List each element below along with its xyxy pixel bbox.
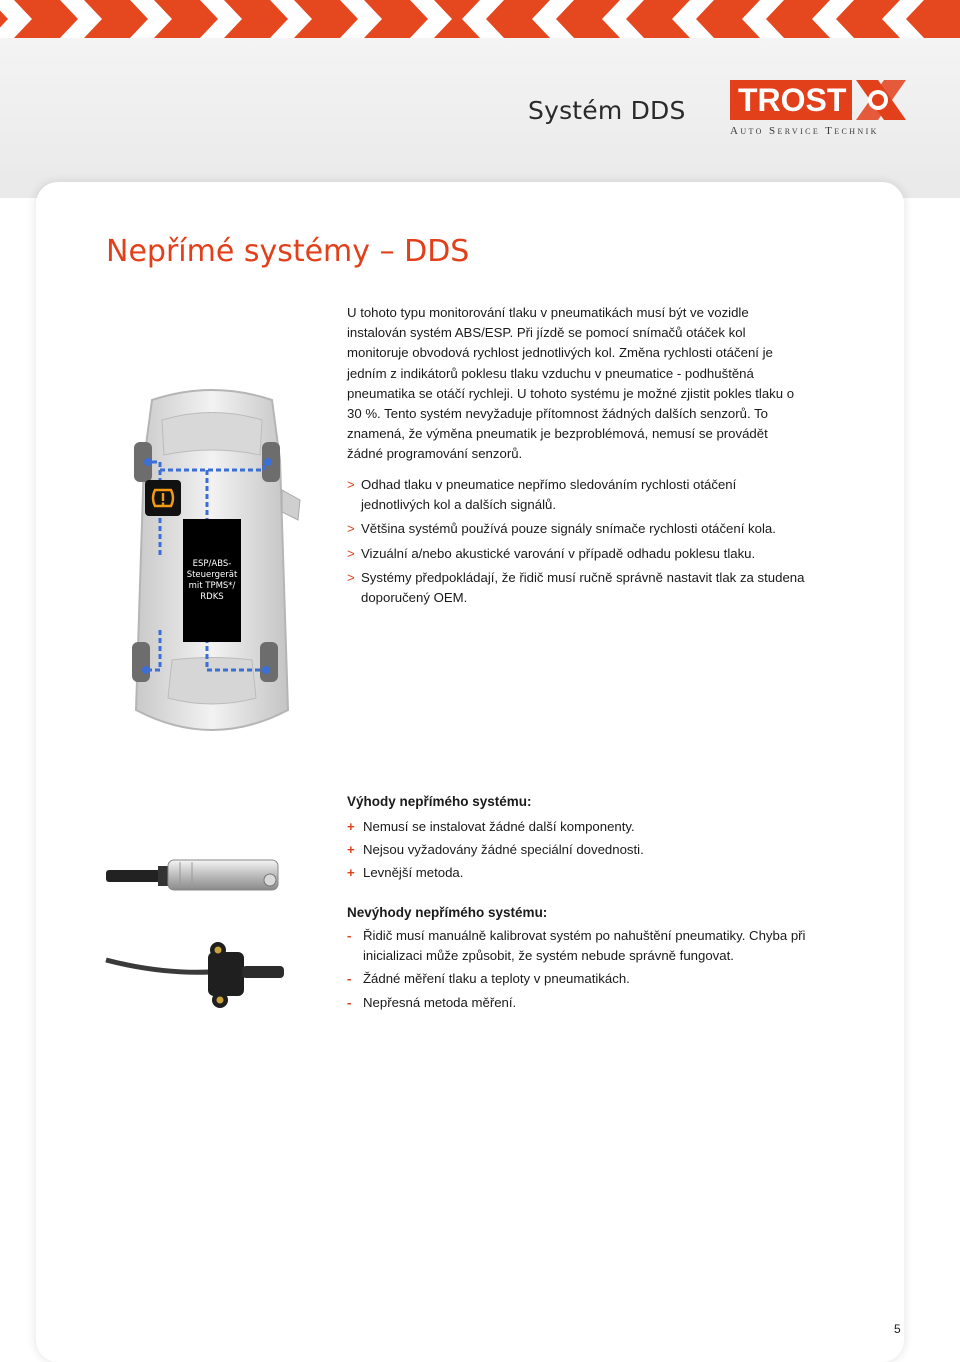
list-item: + Nejsou vyžadovány žádné speciální dovednosti. [347,840,867,860]
list-item: - Nepřesná metoda měření. [347,993,847,1013]
ecu-label: ESP/ABS-Steuergerät mit TPMS*/ RDKS [186,558,238,602]
disadvantages-list [347,926,847,1016]
plus-marker: + [347,842,355,858]
list-item: + Nemusí se instalovat žádné další komponenty. [347,817,867,837]
list-item: - Žádné měření tlaku a teploty v pneumatikách. [347,969,847,989]
advantages-heading: Výhody nepřímého systému: [347,794,532,809]
tpms-warning-icon [145,480,181,516]
logo-brand-text: TROST [738,82,847,118]
ecu-label-box [183,519,241,642]
disadvantages-heading: Nevýhody nepřímého systému: [347,905,548,920]
bullet-marker: > [347,477,355,492]
minus-marker: - [347,971,352,987]
header-title: Systém DDS [528,96,686,125]
trost-k-logo-icon [728,76,906,138]
wheel-speed-sensor-icon [100,848,290,900]
chevron-stripe-decoration [0,0,960,38]
list-item: > Odhad tlaku v pneumatice nepřímo sledováním rychlosti otáčení jednotlivých kol a dalších signálů. [347,477,737,513]
trost-logo [728,76,906,138]
plus-marker: + [347,819,355,834]
section-title: Nepřímé systémy – DDS [106,234,470,269]
intro-paragraph: U tohoto typu monitorování tlaku v pneumatikách musí být ve vozidle instalován systém ABS/ESP. Při jízdě se pomocí snímačů otáček kol monitoruje obvodová rychlost jednotlivých kol. Změna rychlosti otáčení je jedním z indikátorů poklesu tlaku vzduchu v pneumatice - podhuštěná pneumatika se otáčí rychleji. U tohoto systému je možné zjistit pokles tlaku o 30 %. Tento systém nevyžaduje přítomnost žádných dalších senzorů. To znamená, že výměna pneumatik je bezproblémová, nemusí se provádět žádné programování senzorů. [347,305,795,462]
minus-marker: - [347,994,352,1010]
advantages-list [347,817,867,887]
list-item: > Vizuální a/nebo akustické varování v případě odhadu poklesu tlaku. [347,544,807,564]
list-item: > Většina systémů používá pouze signály snímače rychlosti otáčení kola. [347,519,807,539]
plus-marker: + [347,865,355,881]
minus-marker: - [347,928,352,943]
list-item: - Řidič musí manuálně kalibrovat systém po nahuštění pneumatiky. Chyba při inicializaci může způsobit, že systém nebude správně fungovat. [347,928,806,964]
logo-tagline: Auto Service Technik [730,125,879,137]
feature-bullet-list [347,475,807,612]
abs-sensor-icon [100,930,290,1020]
list-item: + Levnější metoda. [347,863,867,883]
bullet-marker: > [347,569,355,585]
page-number: 5 [894,1322,901,1336]
bullet-marker: > [347,521,355,537]
bullet-marker: > [347,545,355,561]
list-item: > Systémy předpokládají, že řidič musí ručně správně nastavit tlak za studena doporučený OEM. [347,569,805,606]
